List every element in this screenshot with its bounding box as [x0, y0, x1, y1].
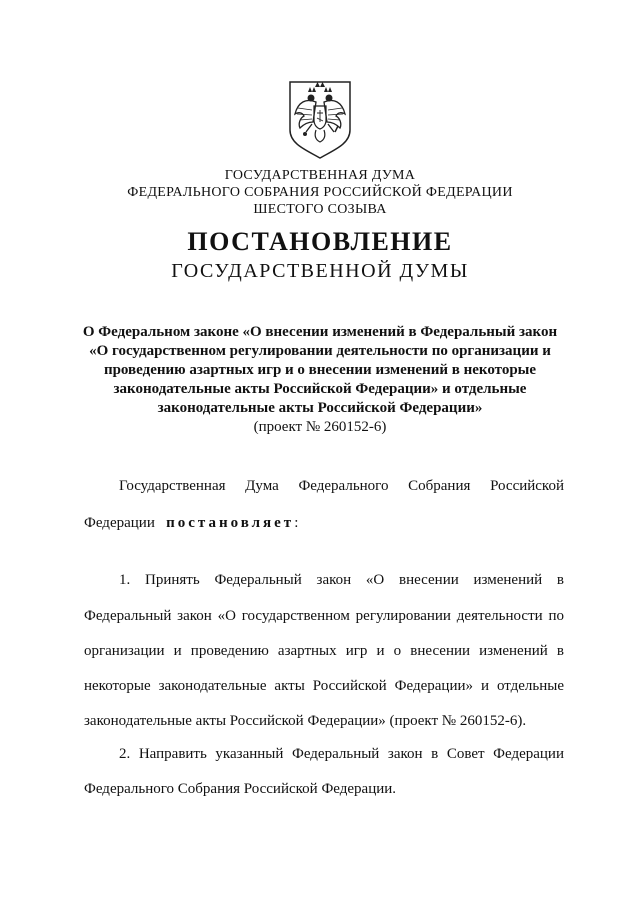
- page-subtitle: ГОСУДАРСТВЕННОЙ ДУМЫ: [171, 260, 469, 282]
- header-federal-assembly: ФЕДЕРАЛЬНОГО СОБРАНИЯ РОССИЙСКОЙ ФЕДЕРАЦИИ: [127, 185, 513, 200]
- preamble-line: [84, 515, 564, 532]
- item-1-line: законодательные акты Российской Федерации» (проект № 260152-6).: [84, 713, 527, 729]
- page-title: ПОСТАНОВЛЕНИЕ: [187, 227, 453, 256]
- state-emblem-icon: [286, 78, 354, 160]
- subject-line: О Федеральном законе «О внесении изменений в Федеральный закон: [82, 324, 558, 340]
- subject-line: законодательные акты Российской Федерации» и отдельные: [113, 381, 527, 397]
- item-2-line: 2. Направить указанный Федеральный закон в Совет Федерации: [119, 746, 564, 762]
- item-1-line: 1. Принять Федеральный закон «О внесении изменений в: [119, 572, 564, 588]
- subject-line: законодательные акты Российской Федерации»: [157, 400, 483, 416]
- preamble-federation: Федерации: [84, 515, 155, 531]
- item-2-line: Федерального Собрания Российской Федерации.: [84, 781, 397, 797]
- item-1-line: организации и проведению азартных игр и о внесении изменений в: [84, 643, 564, 659]
- subject-line: «О государственном регулировании деятельности по организации и: [89, 343, 551, 359]
- subject-line: проведению азартных игр и о внесении изменений в некоторые: [103, 362, 537, 378]
- header-duma: ГОСУДАРСТВЕННАЯ ДУМА: [224, 168, 416, 183]
- preamble-verb: постановляет: [166, 515, 295, 531]
- resolution-subject: [60, 323, 580, 437]
- preamble-colon: :: [294, 515, 299, 531]
- project-number: (проект № 260152-6): [253, 419, 387, 435]
- header-convocation: ШЕСТОГО СОЗЫВА: [253, 202, 387, 217]
- item-1-line: некоторые законодательные акты Российской Федерации» и отдельные: [84, 678, 564, 694]
- item-1-line: Федеральный закон «О государственном регулировании деятельности по: [84, 608, 564, 624]
- preamble-line: Государственная Дума Федерального Собрания Российской: [119, 478, 564, 494]
